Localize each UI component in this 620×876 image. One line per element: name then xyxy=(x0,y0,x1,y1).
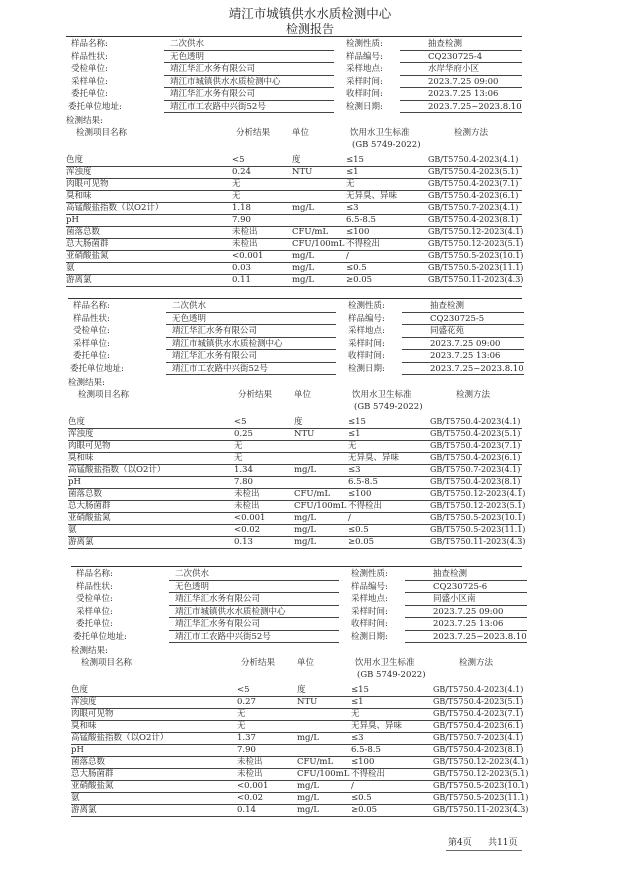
label-sample-no: 样品编号: xyxy=(348,313,385,324)
cell-method: GB/T5750.4-2023(5.1) xyxy=(428,167,519,176)
cell-item: 菌落总数 xyxy=(71,757,106,767)
cell-method: GB/T5750.12-2023(5.1) xyxy=(430,501,526,510)
org-title: 靖江市城镇供水水质检测中心 xyxy=(228,6,392,21)
cell-result: 无 xyxy=(232,191,241,201)
label-sample-state: 样品性状: xyxy=(71,51,108,62)
underline-sample-site xyxy=(402,337,524,338)
cell-method: GB/T5750.7-2023(4.1) xyxy=(430,465,521,474)
cell-result: <0.001 xyxy=(232,251,264,261)
cell-unit: NTU xyxy=(292,167,313,177)
value-sample-state: 无色透明 xyxy=(175,581,210,592)
cell-std: ≤0.5 xyxy=(348,525,369,535)
cell-std: ≤1 xyxy=(348,429,361,439)
cell-std: 6.5-8.5 xyxy=(351,745,381,755)
cell-result: <5 xyxy=(234,417,247,427)
cell-method: GB/T5750.4-2023(5.1) xyxy=(430,429,521,438)
col-result-header: 分析结果 xyxy=(238,390,273,400)
label-sample-time: 采样时间: xyxy=(348,338,385,349)
cell-std: / xyxy=(348,513,351,523)
cell-result: 无 xyxy=(237,709,246,719)
underline-sample-name xyxy=(169,580,339,581)
cell-std: ≥0.05 xyxy=(348,537,375,547)
cell-std: 不得检出 xyxy=(348,501,383,511)
underline-sampler xyxy=(166,349,336,350)
cell-unit: CFU/100mL xyxy=(292,239,345,249)
cell-method: GB/T5750.12-2023(4.1) xyxy=(433,757,529,766)
cell-item: 高锰酸盐指数（以O2计） xyxy=(71,733,169,743)
underline-sampler xyxy=(169,617,339,618)
cell-result: <5 xyxy=(232,155,245,165)
col-method-header: 检测方法 xyxy=(459,658,494,668)
cell-item: pH xyxy=(66,215,79,225)
cell-result: 无 xyxy=(234,453,243,463)
value-sample-time: 2023.7.25 09:00 xyxy=(430,338,501,349)
cell-unit: NTU xyxy=(294,429,315,439)
results-heading: 检测结果: xyxy=(68,378,105,388)
report-title: 检测报告 xyxy=(285,22,334,36)
value-sample-name: 二次供水 xyxy=(172,301,207,311)
cell-method: GB/T5750.4-2023(5.1) xyxy=(433,697,524,706)
cell-result: <5 xyxy=(237,685,250,695)
cell-result: 0.24 xyxy=(232,167,251,177)
label-receive-time: 收样时间: xyxy=(351,619,388,629)
label-sample-state: 样品性状: xyxy=(76,581,113,592)
underline-entrust xyxy=(166,362,336,363)
cell-result: 未检出 xyxy=(232,227,258,237)
cell-method: GB/T5750.4-2023(7.1) xyxy=(433,709,524,718)
value-sample-no: CQ230725-6 xyxy=(433,581,488,592)
label-sample-site: 采样地点: xyxy=(346,64,383,74)
cell-std: ≤100 xyxy=(346,227,370,237)
cell-item: 氨 xyxy=(71,793,80,803)
cell-std: ≤15 xyxy=(351,685,369,695)
value-test-date: 2023.7.25~2023.8.10 xyxy=(430,363,524,374)
col-unit-header: 单位 xyxy=(292,128,310,138)
cell-item: 臭和味 xyxy=(66,191,92,201)
cell-unit: 度 xyxy=(294,417,303,427)
cell-method: GB/T5750.5-2023(10.1) xyxy=(428,251,524,260)
cell-std: 6.5-8.5 xyxy=(346,215,376,225)
underline-receive-time xyxy=(400,100,522,101)
label-entrust: 委托单位: xyxy=(76,619,113,629)
label-sampler: 采样单位: xyxy=(73,338,110,349)
value-sample-state: 无色透明 xyxy=(170,51,205,62)
cell-std: ≤1 xyxy=(346,167,359,177)
value-sampler: 靖江市城镇供水水质检测中心 xyxy=(170,76,281,87)
cell-method: GB/T5750.5-2023(10.1) xyxy=(433,781,529,790)
cell-result: 1.34 xyxy=(234,465,253,475)
cell-std: ≤0.5 xyxy=(346,263,367,273)
cell-item: 臭和味 xyxy=(71,721,97,731)
label-entrust: 委托单位: xyxy=(73,351,110,361)
cell-method: GB/T5750.7-2023(4.1) xyxy=(433,733,524,742)
cell-unit: mg/L xyxy=(297,733,320,743)
underline-sample-site xyxy=(405,605,527,606)
cell-item: pH xyxy=(71,745,84,755)
cell-std: 无异臭、异味 xyxy=(348,453,400,463)
underline-entrust-addr xyxy=(164,112,334,113)
cell-std: / xyxy=(351,781,354,791)
col-result-header: 分析结果 xyxy=(236,128,271,138)
cell-unit: mg/L xyxy=(297,805,320,815)
value-entrust: 靖江华汇水务有限公司 xyxy=(170,89,256,99)
cell-std: 无异臭、异味 xyxy=(346,191,398,201)
col-std-subheader: (GB 5749-2022) xyxy=(352,140,421,150)
cell-unit: mg/L xyxy=(292,263,315,273)
cell-unit: 度 xyxy=(292,155,301,165)
cell-std: 无 xyxy=(351,709,360,719)
cell-result: 7.90 xyxy=(232,215,251,225)
cell-method: GB/T5750.4-2023(7.1) xyxy=(430,441,521,450)
col-method-header: 检测方法 xyxy=(456,390,491,400)
col-item-header: 检测项目名称 xyxy=(81,658,133,668)
underline-sample-site xyxy=(400,75,522,76)
value-entrust-addr: 靖江市工农路中兴街52号 xyxy=(170,101,266,112)
cell-method: GB/T5750.5-2023(10.1) xyxy=(430,513,526,522)
cell-std: 不得检出 xyxy=(351,769,386,779)
cell-item: 总大肠菌群 xyxy=(66,239,109,249)
col-unit-header: 单位 xyxy=(297,658,315,668)
underline-sampler xyxy=(164,87,334,88)
value-entrust: 靖江华汇水务有限公司 xyxy=(175,619,261,629)
label-sample-name: 样品名称: xyxy=(71,39,108,49)
underline-test-type xyxy=(400,50,522,51)
value-sample-no: CQ230725-4 xyxy=(428,51,483,62)
cell-method: GB/T5750.4-2023(6.1) xyxy=(428,191,519,200)
page-number: 第4页 xyxy=(448,838,472,848)
cell-item: 色度 xyxy=(68,417,86,427)
label-receive-time: 收样时间: xyxy=(346,89,383,99)
page-total: 共11页 xyxy=(488,838,518,848)
label-client: 受检单位: xyxy=(76,594,113,604)
cell-result: 未检出 xyxy=(232,239,258,249)
cell-result: 0.25 xyxy=(234,429,253,439)
underline-test-type xyxy=(405,580,527,581)
col-item-header: 检测项目名称 xyxy=(76,128,128,138)
cell-result: <0.02 xyxy=(237,793,264,803)
cell-result: 7.80 xyxy=(234,477,253,487)
cell-item: 菌落总数 xyxy=(66,227,101,237)
cell-result: 7.90 xyxy=(237,745,256,755)
label-entrust-addr: 委托单位地址: xyxy=(68,101,122,112)
cell-method: GB/T5750.12-2023(5.1) xyxy=(428,239,524,248)
value-client: 靖江华汇水务有限公司 xyxy=(175,594,261,604)
cell-unit: mg/L xyxy=(294,525,317,535)
underline-test-date xyxy=(405,642,527,643)
label-sample-time: 采样时间: xyxy=(351,606,388,617)
cell-std: 不得检出 xyxy=(346,239,381,249)
cell-item: 色度 xyxy=(66,155,84,165)
cell-item: 游离氯 xyxy=(66,275,92,285)
results-heading: 检测结果: xyxy=(66,116,103,126)
value-sample-site: 同盛小区南 xyxy=(433,594,476,604)
cell-method: GB/T5750.4-2023(8.1) xyxy=(433,745,524,754)
value-receive-time: 2023.7.25 13:06 xyxy=(433,619,504,629)
cell-method: GB/T5750.4-2023(7.1) xyxy=(428,179,519,188)
underline-receive-time xyxy=(402,362,524,363)
col-item-header: 检测项目名称 xyxy=(78,390,130,400)
cell-unit: CFU/mL xyxy=(292,227,329,237)
cell-unit: mg/L xyxy=(292,203,315,213)
label-client: 受检单位: xyxy=(73,326,110,336)
cell-unit: mg/L xyxy=(294,537,317,547)
value-test-date: 2023.7.25~2023.8.10 xyxy=(428,101,522,112)
cell-result: 无 xyxy=(237,721,246,731)
value-receive-time: 2023.7.25 13:06 xyxy=(430,351,501,361)
cell-item: 总大肠菌群 xyxy=(71,769,114,779)
label-sample-no: 样品编号: xyxy=(351,581,388,592)
cell-result: 未检出 xyxy=(237,757,263,767)
value-test-type: 抽查检测 xyxy=(433,569,468,579)
cell-method: GB/T5750.11-2023(4.3) xyxy=(430,537,526,546)
label-test-type: 检测性质: xyxy=(346,39,383,49)
cell-result: 0.13 xyxy=(234,537,253,547)
cell-std: ≤1 xyxy=(351,697,364,707)
label-sample-time: 采样时间: xyxy=(346,76,383,87)
underline-sample-time xyxy=(400,87,522,88)
cell-result: 未检出 xyxy=(234,489,260,499)
col-method-header: 检测方法 xyxy=(454,128,489,138)
cell-item: 氨 xyxy=(68,525,77,535)
section-border xyxy=(66,36,522,37)
cell-method: GB/T5750.11-2023(4.3) xyxy=(428,275,524,284)
label-test-date: 检测日期: xyxy=(351,631,388,642)
col-std-subheader: (GB 5749-2022) xyxy=(357,670,426,680)
cell-method: GB/T5750.4-2023(4.1) xyxy=(430,417,521,426)
cell-unit: mg/L xyxy=(294,513,317,523)
value-receive-time: 2023.7.25 13:06 xyxy=(428,89,499,99)
cell-result: 未检出 xyxy=(234,501,260,511)
label-test-type: 检测性质: xyxy=(348,301,385,311)
cell-result: <0.02 xyxy=(234,525,261,535)
underline-sample-state xyxy=(166,324,336,325)
cell-item: 浑浊度 xyxy=(71,697,97,707)
value-sampler: 靖江市城镇供水水质检测中心 xyxy=(172,338,283,349)
label-sample-site: 采样地点: xyxy=(348,326,385,336)
cell-std: / xyxy=(346,251,349,261)
label-client: 受检单位: xyxy=(71,64,108,74)
cell-method: GB/T5750.4-2023(6.1) xyxy=(433,721,524,730)
cell-item: pH xyxy=(68,477,81,487)
underline-receive-time xyxy=(405,630,527,631)
underline-test-date xyxy=(400,112,522,113)
cell-method: GB/T5750.12-2023(5.1) xyxy=(433,769,529,778)
label-sampler: 采样单位: xyxy=(76,606,113,617)
cell-method: GB/T5750.4-2023(6.1) xyxy=(430,453,521,462)
col-std-header: 饮用水卫生标准 xyxy=(355,658,415,668)
row-rule xyxy=(71,816,522,817)
value-sample-no: CQ230725-5 xyxy=(430,313,485,324)
cell-std: 无异臭、异味 xyxy=(351,721,403,731)
cell-method: GB/T5750.5-2023(11.1) xyxy=(430,525,526,534)
label-sample-name: 样品名称: xyxy=(73,301,110,311)
label-sampler: 采样单位: xyxy=(71,76,108,87)
value-sample-site: 同盛花苑 xyxy=(430,326,465,336)
label-entrust-addr: 委托单位地址: xyxy=(70,363,124,374)
cell-method: GB/T5750.4-2023(4.1) xyxy=(428,155,519,164)
section-border xyxy=(68,298,522,299)
cell-item: 亚硝酸盐氮 xyxy=(66,251,109,261)
underline-sample-no xyxy=(400,62,522,63)
cell-result: 未检出 xyxy=(237,769,263,779)
value-test-type: 抽查检测 xyxy=(430,301,465,311)
cell-std: 无 xyxy=(348,441,357,451)
value-client: 靖江华汇水务有限公司 xyxy=(170,64,256,74)
label-sample-site: 采样地点: xyxy=(351,594,388,604)
label-sample-name: 样品名称: xyxy=(76,569,113,579)
cell-item: 亚硝酸盐氮 xyxy=(68,513,111,523)
underline-sample-name xyxy=(164,50,334,51)
underline-client xyxy=(164,75,334,76)
cell-unit: mg/L xyxy=(297,781,320,791)
value-entrust: 靖江华汇水务有限公司 xyxy=(172,351,258,361)
cell-method: GB/T5750.4-2023(4.1) xyxy=(433,685,524,694)
cell-std: ≤15 xyxy=(348,417,366,427)
cell-item: 游离氯 xyxy=(71,805,97,815)
cell-unit: CFU/mL xyxy=(297,757,334,767)
cell-item: 高锰酸盐指数（以O2计） xyxy=(68,465,166,475)
cell-item: 高锰酸盐指数（以O2计） xyxy=(66,203,164,213)
row-rule xyxy=(68,548,522,549)
cell-method: GB/T5750.11-2023(4.3) xyxy=(433,805,529,814)
cell-result: 0.11 xyxy=(232,275,251,285)
cell-result: <0.001 xyxy=(234,513,266,523)
cell-item: 色度 xyxy=(71,685,89,695)
footer-line xyxy=(446,850,522,851)
cell-method: GB/T5750.7-2023(4.1) xyxy=(428,203,519,212)
cell-method: GB/T5750.12-2023(4.1) xyxy=(430,489,526,498)
cell-std: ≤3 xyxy=(346,203,359,213)
col-std-subheader: (GB 5749-2022) xyxy=(354,402,423,412)
cell-unit: mg/L xyxy=(294,465,317,475)
cell-item: 浑浊度 xyxy=(66,167,92,177)
cell-result: 无 xyxy=(232,179,241,189)
underline-client xyxy=(166,337,336,338)
cell-unit: mg/L xyxy=(292,275,315,285)
cell-std: ≤0.5 xyxy=(351,793,372,803)
underline-sample-time xyxy=(405,617,527,618)
cell-item: 菌落总数 xyxy=(68,489,103,499)
label-test-date: 检测日期: xyxy=(346,101,383,112)
value-sample-name: 二次供水 xyxy=(175,569,210,579)
label-sample-state: 样品性状: xyxy=(73,313,110,324)
value-entrust-addr: 靖江市工农路中兴街52号 xyxy=(172,363,268,374)
cell-item: 总大肠菌群 xyxy=(68,501,111,511)
cell-std: ≤15 xyxy=(346,155,364,165)
value-test-date: 2023.7.25~2023.8.10 xyxy=(433,631,527,642)
value-sample-state: 无色透明 xyxy=(172,313,207,324)
cell-unit: mg/L xyxy=(297,793,320,803)
cell-result: <0.001 xyxy=(237,781,269,791)
label-sample-no: 样品编号: xyxy=(346,51,383,62)
label-test-type: 检测性质: xyxy=(351,569,388,579)
cell-std: ≤3 xyxy=(348,465,361,475)
col-std-header: 饮用水卫生标准 xyxy=(350,128,410,138)
label-entrust-addr: 委托单位地址: xyxy=(73,631,127,642)
cell-method: GB/T5750.12-2023(4.1) xyxy=(428,227,524,236)
value-sample-name: 二次供水 xyxy=(170,39,205,49)
row-rule xyxy=(66,286,522,287)
cell-item: 氨 xyxy=(66,263,75,273)
underline-sample-no xyxy=(405,592,527,593)
value-sampler: 靖江市城镇供水水质检测中心 xyxy=(175,606,286,617)
col-unit-header: 单位 xyxy=(294,390,312,400)
cell-unit: mg/L xyxy=(292,251,315,261)
underline-sample-state xyxy=(164,62,334,63)
results-heading: 检测结果: xyxy=(71,646,108,656)
cell-result: 1.37 xyxy=(237,733,256,743)
underline-sample-time xyxy=(402,349,524,350)
cell-std: 6.5-8.5 xyxy=(348,477,378,487)
underline-entrust-addr xyxy=(166,374,336,375)
value-client: 靖江华汇水务有限公司 xyxy=(172,326,258,336)
cell-unit: CFU/100mL xyxy=(297,769,350,779)
cell-std: ≥0.05 xyxy=(351,805,378,815)
cell-item: 肉眼可见物 xyxy=(71,709,114,719)
col-result-header: 分析结果 xyxy=(241,658,276,668)
cell-std: ≤3 xyxy=(351,733,364,743)
label-receive-time: 收样时间: xyxy=(348,351,385,361)
cell-item: 游离氯 xyxy=(68,537,94,547)
value-test-type: 抽查检测 xyxy=(428,39,463,49)
cell-item: 肉眼可见物 xyxy=(66,179,109,189)
underline-sample-no xyxy=(402,324,524,325)
cell-item: 肉眼可见物 xyxy=(68,441,111,451)
underline-client xyxy=(169,605,339,606)
cell-result: 1.18 xyxy=(232,203,251,213)
cell-unit: NTU xyxy=(297,697,318,707)
cell-std: ≥0.05 xyxy=(346,275,373,285)
cell-unit: 度 xyxy=(297,685,306,695)
cell-method: GB/T5750.4-2023(8.1) xyxy=(428,215,519,224)
cell-item: 亚硝酸盐氮 xyxy=(71,781,114,791)
cell-unit: CFU/mL xyxy=(294,489,331,499)
cell-item: 臭和味 xyxy=(68,453,94,463)
value-sample-site: 水岸华府小区 xyxy=(428,64,480,74)
cell-unit: CFU/100mL xyxy=(294,501,347,511)
section-border xyxy=(71,566,522,567)
underline-entrust xyxy=(169,630,339,631)
underline-entrust xyxy=(164,100,334,101)
underline-sample-name xyxy=(166,312,336,313)
cell-std: ≤100 xyxy=(348,489,372,499)
cell-result: 0.03 xyxy=(232,263,251,273)
underline-entrust-addr xyxy=(169,642,339,643)
underline-test-type xyxy=(402,312,524,313)
cell-std: 无 xyxy=(346,179,355,189)
label-test-date: 检测日期: xyxy=(348,363,385,374)
cell-method: GB/T5750.5-2023(11.1) xyxy=(428,263,524,272)
underline-sample-state xyxy=(169,592,339,593)
value-entrust-addr: 靖江市工农路中兴街52号 xyxy=(175,631,271,642)
underline-test-date xyxy=(402,374,524,375)
cell-std: ≤100 xyxy=(351,757,375,767)
cell-item: 浑浊度 xyxy=(68,429,94,439)
label-entrust: 委托单位: xyxy=(71,89,108,99)
value-sample-time: 2023.7.25 09:00 xyxy=(428,76,499,87)
cell-method: GB/T5750.4-2023(8.1) xyxy=(430,477,521,486)
col-std-header: 饮用水卫生标准 xyxy=(352,390,412,400)
cell-result: 无 xyxy=(234,441,243,451)
cell-result: 0.27 xyxy=(237,697,256,707)
cell-method: GB/T5750.5-2023(11.1) xyxy=(433,793,529,802)
value-sample-time: 2023.7.25 09:00 xyxy=(433,606,504,617)
cell-result: 0.14 xyxy=(237,805,256,815)
